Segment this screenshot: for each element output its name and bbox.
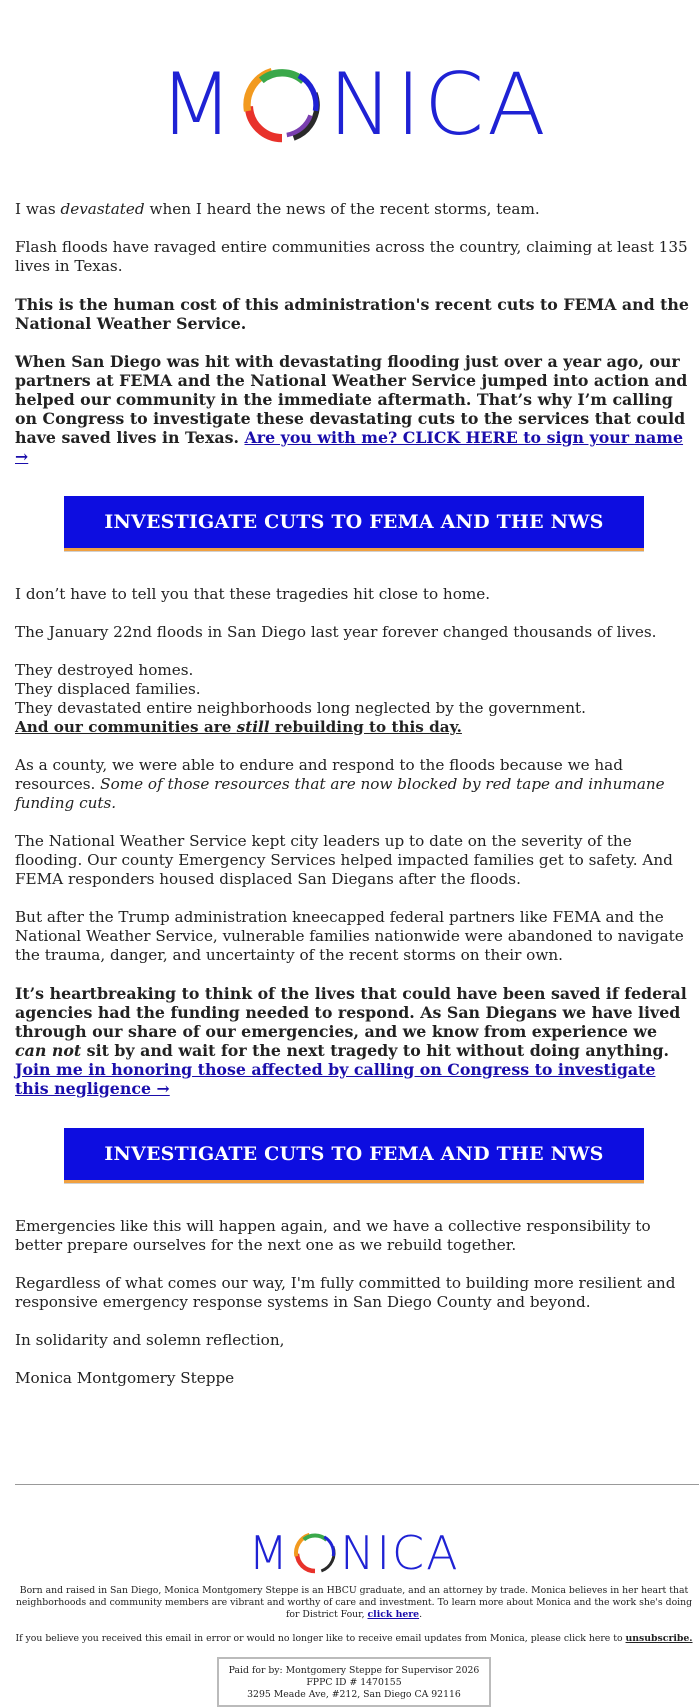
paragraph-5: I don’t have to tell you that these tragedies hit close to home. — [15, 585, 491, 603]
paragraph-9: But after the Trump administration kneecapped federal partners like FEMA and the National Weather Service, vulnerable families nationwide were abandoned to navigate the trauma, danger, and uncertainty of the recent storms on their own. — [15, 908, 684, 964]
paragraph-1: I was devastated when I heard the news of the recent storms, team. — [15, 200, 540, 218]
paragraph-12: Regardless of what comes our way, I'm fully committed to building more resilient and responsive emergency response systems in San Diego County and beyond. — [15, 1274, 676, 1311]
footer-unsubscribe: If you believe you received this email in error or would no longer like to receive email updates from Monica, please click here to unsubscribe. — [15, 1633, 693, 1644]
paragraph-10: It’s heartbreaking to think of the lives that could have been saved if federal agencies had the funding needed to respond. As San Diegans we have lived through our share of our emergencies, and we know from experience we can not sit by and wait for the next tragedy to hit without doing anything. Join me in honoring those affected by calling on Congress to investigate this negligence → — [15, 984, 687, 1098]
signature: Monica Montgomery Steppe — [15, 1369, 235, 1387]
investigate-cuts-button-1[interactable]: INVESTIGATE CUTS TO FEMA AND THE NWS — [64, 496, 644, 551]
paragraph-11: Emergencies like this will happen again, and we have a collective responsibility to better prepare ourselves for the next one as we rebuild together. — [15, 1217, 651, 1254]
email-body — [7, 0, 693, 1707]
closing: In solidarity and solemn reflection, — [15, 1331, 285, 1349]
logo-letter-m: M — [159, 55, 237, 155]
paid-for-box — [217, 1657, 492, 1707]
logo-letters-nica: NICA — [328, 55, 549, 155]
footer — [15, 1585, 693, 1707]
paragraph-2: Flash floods have ravaged entire communities across the country, claiming at least 135 lives in Texas. — [15, 238, 688, 275]
colorful-ring-icon — [236, 59, 328, 151]
footer-logo — [15, 1485, 693, 1585]
impact-line-3: They devastated entire neighborhoods long neglected by the government. — [15, 699, 586, 717]
footer-bio: Born and raised in San Diego, Monica Montgomery Steppe is an HBCU graduate, and an attorney by trade. Monica believes in her heart that neighborhoods and community members are vibrant and worthy of care and investment. To learn more about Monica and the work she's doing for District Four, click here. — [15, 1585, 693, 1620]
impact-line-2: They displaced families. — [15, 680, 201, 698]
paragraph-7: As a county, we were able to endure and respond to the floods because we had resources. Some of those resources that are now blocked by red tape and inhumane funding cuts. — [15, 756, 665, 812]
monica-logo-small — [248, 1521, 459, 1585]
fppc-id: FPPC ID # 1470155 — [306, 1677, 402, 1688]
colorful-ring-icon — [290, 1528, 340, 1578]
logo-letter-m: M — [248, 1526, 291, 1580]
paragraph-8: The National Weather Service kept city leaders up to date on the severity of the flooding. Our county Emergency Services helped impacted families get to safety. And FEMA responders housed displaced San Diegans after the floods. — [15, 832, 673, 888]
mailing-address: 3295 Meade Ave, #212, San Diego CA 92116 — [247, 1689, 461, 1700]
unsubscribe-link[interactable]: unsubscribe. — [625, 1633, 693, 1644]
paid-for-line: Paid for by: Montgomery Steppe for Supervisor 2026 — [228, 1665, 480, 1676]
investigate-cuts-button-2[interactable]: INVESTIGATE CUTS TO FEMA AND THE NWS — [64, 1128, 644, 1183]
impact-line-4: And our communities are still rebuilding to this day. — [15, 718, 462, 736]
paragraph-4: When San Diego was hit with devastating flooding just over a year ago, our partners at FEMA and the National Weather Service jumped into action and helped our community in the immediate aftermath. That’s why I’m calling on Congress to investigate these devastating cuts to the services that could have saved lives in Texas. Are you with me? CLICK HERE to sign your name → — [15, 352, 688, 466]
impact-line-1: They destroyed homes. — [15, 661, 194, 679]
sign-name-link[interactable]: Are you with me? CLICK HERE to sign your name → — [15, 428, 684, 466]
impact-list — [15, 661, 693, 737]
learn-more-link[interactable]: click here — [367, 1609, 420, 1620]
join-me-link[interactable]: Join me in honoring those affected by calling on Congress to investigate this negligence → — [15, 1060, 656, 1098]
header-logo — [15, 0, 693, 200]
paragraph-6: The January 22nd floods in San Diego last year forever changed thousands of lives. — [15, 623, 657, 641]
logo-letters-nica: NICA — [340, 1526, 460, 1580]
monica-logo — [159, 55, 549, 155]
paragraph-3: This is the human cost of this administration's recent cuts to FEMA and the National Weather Service. — [15, 295, 689, 333]
